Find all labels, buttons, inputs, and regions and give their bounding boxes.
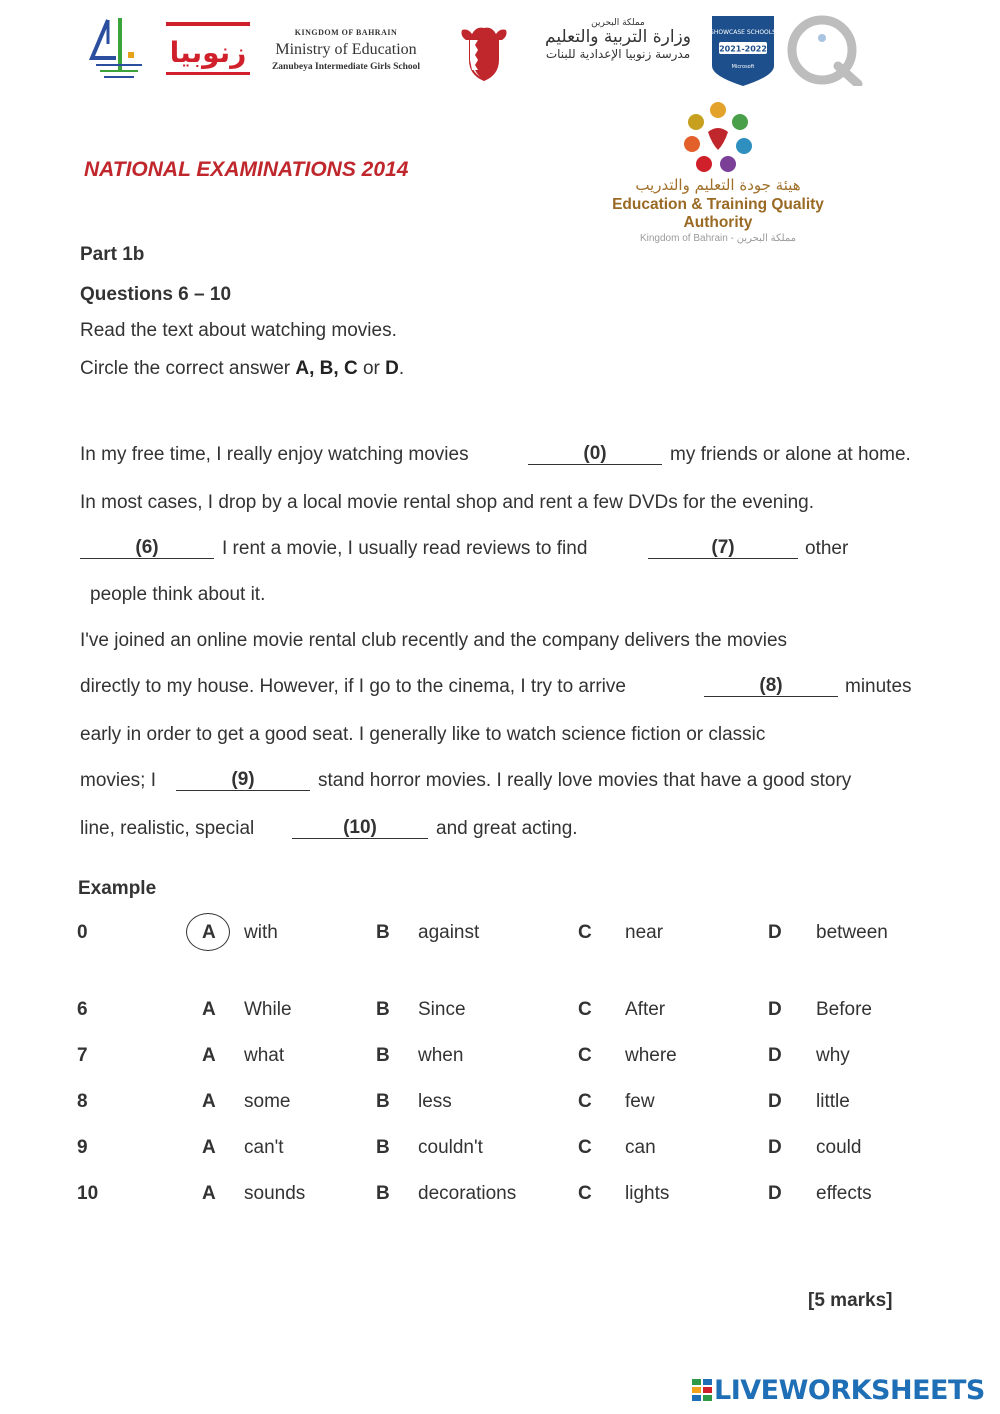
showcase-label: SHOWCASE SCHOOLS bbox=[710, 29, 776, 36]
option-c-letter[interactable]: C bbox=[578, 1091, 592, 1112]
bahrain-emblem-icon bbox=[458, 26, 510, 82]
liveworksheets-icon bbox=[692, 1377, 714, 1403]
blank-7: (7) bbox=[648, 538, 798, 559]
instruction-or: or bbox=[357, 358, 386, 379]
moe-school: Zanubeya Intermediate Girls School bbox=[271, 62, 421, 72]
question-number: 10 bbox=[77, 1183, 99, 1204]
passage-line-8b: stand horror movies. I really love movies that have a good story bbox=[318, 770, 852, 791]
qa-arabic-name: هيئة جودة التعليم والتدريب bbox=[635, 176, 801, 194]
option-c-word[interactable]: where bbox=[625, 1045, 677, 1066]
passage-line-1b: my friends or alone at home. bbox=[670, 444, 911, 465]
option-a-letter[interactable]: A bbox=[202, 1045, 216, 1066]
option-c-letter[interactable]: C bbox=[578, 1183, 592, 1204]
option-c-word[interactable]: few bbox=[625, 1091, 655, 1112]
option-d-word[interactable]: between bbox=[816, 922, 888, 943]
option-c-word[interactable]: can bbox=[625, 1137, 656, 1158]
option-d-word[interactable]: little bbox=[816, 1091, 850, 1112]
option-a-word[interactable]: with bbox=[244, 922, 278, 943]
example-heading: Example bbox=[78, 878, 157, 899]
option-c-word[interactable]: near bbox=[625, 922, 664, 943]
passage-line-6b: minutes bbox=[845, 676, 912, 697]
option-b-letter[interactable]: B bbox=[376, 1137, 390, 1158]
question-row-8 bbox=[0, 1091, 1000, 1121]
passage-line-2: In most cases, I drop by a local movie rental shop and rent a few DVDs for the evening. bbox=[80, 492, 814, 513]
option-a-word[interactable]: While bbox=[244, 999, 292, 1020]
marks-total: [5 marks] bbox=[808, 1290, 893, 1311]
four-l-logo bbox=[86, 14, 148, 84]
blank-0: (0) bbox=[528, 444, 662, 465]
option-b-letter[interactable]: B bbox=[376, 922, 390, 943]
zanubia-school-logo bbox=[166, 22, 250, 82]
arabic-school: مدرسة زنوبيا الإعدادية للبنات bbox=[545, 46, 691, 61]
option-d-letter[interactable]: D bbox=[768, 1045, 782, 1066]
qa-emblem-icon bbox=[678, 98, 758, 178]
option-c-letter[interactable]: C bbox=[578, 1045, 592, 1066]
option-d-word[interactable]: why bbox=[816, 1045, 850, 1066]
option-d-letter[interactable]: D bbox=[768, 1091, 782, 1112]
quality-q-logo bbox=[786, 14, 864, 86]
question-number: 8 bbox=[77, 1091, 88, 1112]
moe-ministry: Ministry of Education bbox=[275, 41, 417, 58]
option-d-letter[interactable]: D bbox=[768, 922, 782, 943]
passage-line-9a: line, realistic, special bbox=[80, 818, 255, 839]
question-row-6 bbox=[0, 999, 1000, 1029]
liveworksheets-text: LIVEWORKSHEETS bbox=[714, 1374, 985, 1406]
option-c-letter[interactable]: C bbox=[578, 922, 592, 943]
option-b-word[interactable]: decorations bbox=[418, 1183, 517, 1204]
zanubia-logo-text: زنوبيا bbox=[169, 36, 247, 69]
instruction-choices: A, B, C bbox=[295, 358, 358, 379]
blank-10: (10) bbox=[292, 818, 428, 839]
question-number: 7 bbox=[77, 1045, 88, 1066]
option-d-letter[interactable]: D bbox=[768, 1137, 782, 1158]
showcase-schools-badge bbox=[706, 12, 780, 88]
arabic-ministry-block bbox=[540, 18, 696, 62]
option-d-word[interactable]: could bbox=[816, 1137, 862, 1158]
question-row-9 bbox=[0, 1137, 1000, 1167]
question-row-7 bbox=[0, 1045, 1000, 1075]
question-row-0 bbox=[0, 922, 1000, 952]
passage-line-9b: and great acting. bbox=[436, 818, 578, 839]
option-b-word[interactable]: less bbox=[418, 1091, 452, 1112]
quality-authority-logo bbox=[580, 98, 856, 244]
qa-kingdom: Kingdom of Bahrain - مملكة البحرين bbox=[639, 233, 797, 244]
question-number: 0 bbox=[77, 922, 88, 943]
passage-line-8a: movies; I bbox=[80, 770, 157, 791]
option-b-word[interactable]: when bbox=[418, 1045, 464, 1066]
blank-9: (9) bbox=[176, 770, 310, 791]
option-b-letter[interactable]: B bbox=[376, 1091, 390, 1112]
option-b-word[interactable]: couldn't bbox=[418, 1137, 483, 1158]
instruction-end: . bbox=[398, 358, 405, 379]
option-a-letter[interactable]: A bbox=[202, 1183, 216, 1204]
passage-line-1a: In my free time, I really enjoy watching movies bbox=[80, 444, 469, 465]
option-a-word[interactable]: what bbox=[244, 1045, 285, 1066]
passage-line-7: early in order to get a good seat. I generally like to watch science fiction or classic bbox=[80, 724, 766, 745]
option-a-letter[interactable]: A bbox=[202, 999, 216, 1020]
option-b-word[interactable]: Since bbox=[418, 999, 466, 1020]
option-a-word[interactable]: some bbox=[244, 1091, 291, 1112]
arabic-ministry: وزارة التربية والتعليم bbox=[545, 27, 691, 48]
showcase-years: 2021-2022 bbox=[719, 44, 767, 54]
passage-line-3b: other bbox=[805, 538, 849, 559]
option-d-word[interactable]: Before bbox=[816, 999, 872, 1020]
option-c-letter[interactable]: C bbox=[578, 1137, 592, 1158]
passage-line-3a: I rent a movie, I usually read reviews to find bbox=[222, 538, 588, 559]
qa-english-name: Education & Training Quality Authority bbox=[612, 196, 824, 231]
instruction-prefix: Circle the correct answer bbox=[80, 358, 296, 379]
option-d-letter[interactable]: D bbox=[768, 1183, 782, 1204]
question-number: 6 bbox=[77, 999, 88, 1020]
part-title: Part 1b bbox=[80, 244, 145, 265]
blank-6: (6) bbox=[80, 538, 214, 559]
option-b-letter[interactable]: B bbox=[376, 1045, 390, 1066]
instruction-read: Read the text about watching movies. bbox=[80, 320, 397, 341]
option-a-word[interactable]: sounds bbox=[244, 1183, 306, 1204]
option-b-letter[interactable]: B bbox=[376, 1183, 390, 1204]
option-c-letter[interactable]: C bbox=[578, 999, 592, 1020]
option-c-word[interactable]: lights bbox=[625, 1183, 670, 1204]
exam-title: NATIONAL EXAMINATIONS 2014 bbox=[84, 158, 409, 181]
option-a-letter[interactable]: A bbox=[202, 1091, 216, 1112]
ministry-block bbox=[256, 28, 436, 72]
question-row-10 bbox=[0, 1183, 1000, 1213]
question-number: 9 bbox=[77, 1137, 88, 1158]
option-b-letter[interactable]: B bbox=[376, 999, 390, 1020]
option-d-letter[interactable]: D bbox=[768, 999, 782, 1020]
option-a-letter[interactable]: A bbox=[202, 1137, 216, 1158]
instruction-circle bbox=[80, 358, 404, 380]
passage-line-4: people think about it. bbox=[90, 584, 266, 605]
passage-line-5: I've joined an online movie rental club recently and the company delivers the movies bbox=[80, 630, 788, 651]
questions-range: Questions 6 – 10 bbox=[80, 284, 232, 305]
option-d-word[interactable]: effects bbox=[816, 1183, 872, 1204]
option-b-word[interactable]: against bbox=[418, 922, 480, 943]
option-a-letter[interactable]: A bbox=[202, 922, 216, 943]
arabic-kingdom: مملكة البحرين bbox=[591, 18, 645, 28]
showcase-brand: Microsoft bbox=[731, 64, 755, 70]
liveworksheets-logo bbox=[692, 1374, 985, 1406]
option-a-word[interactable]: can't bbox=[244, 1137, 284, 1158]
blank-8: (8) bbox=[704, 676, 838, 697]
instruction-last-choice: D bbox=[385, 358, 399, 379]
moe-kingdom: KINGDOM OF BAHRAIN bbox=[294, 28, 398, 37]
passage-line-6a: directly to my house. However, if I go to the cinema, I try to arrive bbox=[80, 676, 626, 697]
option-c-word[interactable]: After bbox=[625, 999, 666, 1020]
